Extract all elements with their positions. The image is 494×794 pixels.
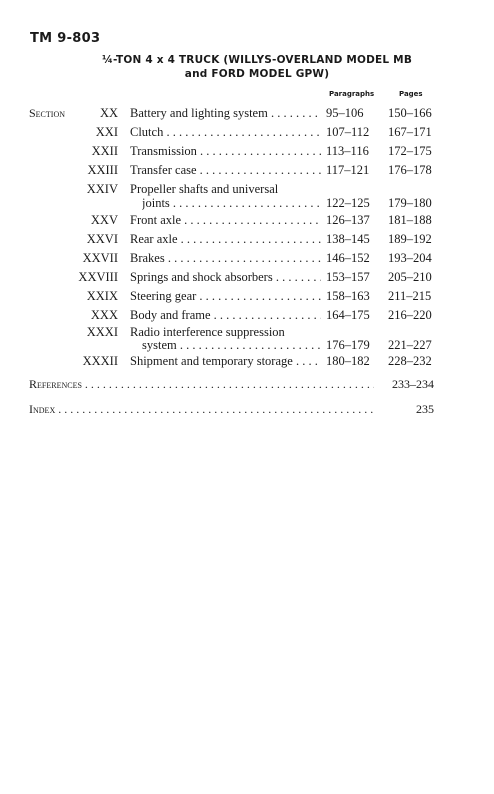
section-number: XXXI: [86, 325, 118, 339]
paragraphs-range: 117–121: [326, 163, 370, 177]
section-number: XXI: [95, 125, 118, 139]
pages-range: 167–171: [388, 125, 432, 139]
pages-range: 193–204: [388, 251, 432, 265]
section-number: XXVII: [82, 251, 118, 265]
paragraphs-range: 164–175: [326, 308, 370, 322]
section-title: Clutch . . .: [130, 124, 321, 140]
toc-entry: [0, 231, 494, 247]
back-matter-entry: [0, 376, 494, 392]
document-title-line-1: ¼-TON 4 x 4 TRUCK (WILLYS-OVERLAND MODEL MB: [101, 54, 413, 66]
paragraphs-range: 122–125: [326, 196, 370, 210]
paragraphs-range: 138–145: [326, 232, 370, 246]
toc-entry: [0, 124, 494, 140]
section-title-continuation: system . . .: [142, 337, 321, 353]
section-number: XXVIII: [78, 270, 118, 284]
section-title: Propeller shafts and universal: [130, 182, 279, 196]
toc-entry: [0, 212, 494, 228]
paragraphs-range: 126–137: [326, 213, 370, 227]
section-title: Transfer case . . .: [130, 162, 321, 178]
section-number: XX: [99, 106, 118, 120]
section-title: Front axle . . .: [130, 212, 321, 228]
section-number: XXII: [91, 144, 118, 158]
toc-entry: [0, 288, 494, 304]
pages-range: 205–210: [388, 270, 432, 284]
toc-entry: [0, 269, 494, 285]
pages-range: 189–192: [388, 232, 432, 246]
section-title: Steering gear . . .: [130, 288, 321, 304]
toc-entry-continuation: [0, 337, 494, 353]
back-matter-pages: 235: [416, 402, 434, 416]
pages-range: 181–188: [388, 213, 432, 227]
pages-range: 172–175: [388, 144, 432, 158]
back-matter-label: References . . .: [29, 376, 374, 392]
section-title-continuation: joints . . .: [142, 195, 321, 211]
pages-column-header: Pages: [399, 90, 423, 98]
section-label: Section: [29, 106, 66, 120]
back-matter-pages: 233–234: [392, 377, 434, 391]
paragraphs-range: 146–152: [326, 251, 370, 265]
section-title: Shipment and temporary storage . . .: [130, 353, 321, 369]
section-number: XXX: [90, 308, 118, 322]
toc-entry: [0, 353, 494, 369]
section-title: Brakes . . .: [130, 250, 321, 266]
section-number: XXIII: [87, 163, 118, 177]
document-title-line-2: and FORD MODEL GPW): [184, 68, 330, 80]
section-number: XXIV: [86, 182, 118, 196]
tm-number: TM 9-803: [30, 31, 101, 46]
section-number: XXIX: [86, 289, 118, 303]
paragraphs-range: 113–116: [326, 144, 369, 158]
back-matter-label: Index . . .: [29, 401, 374, 417]
pages-range: 150–166: [388, 106, 432, 120]
section-title: Battery and lighting system . . .: [130, 105, 321, 121]
section-number: XXVI: [86, 232, 118, 246]
toc-entry: [0, 162, 494, 178]
paragraphs-range: 180–182: [326, 354, 370, 368]
toc-entry: [0, 250, 494, 266]
pages-range: 179–180: [388, 196, 432, 210]
pages-range: 228–232: [388, 354, 432, 368]
section-number: XXXII: [82, 354, 118, 368]
section-title: Radio interference suppression: [130, 325, 285, 339]
paragraphs-column-header: Paragraphs: [329, 90, 375, 98]
section-number: XXV: [90, 213, 118, 227]
section-title: Transmission . . .: [130, 143, 321, 159]
paragraphs-range: 95–106: [326, 106, 364, 120]
pages-range: 176–178: [388, 163, 432, 177]
pages-range: 216–220: [388, 308, 432, 322]
section-title: Body and frame . . .: [130, 307, 321, 323]
toc-entry: [0, 307, 494, 323]
paragraphs-range: 107–112: [326, 125, 370, 139]
back-matter-entry: [0, 401, 494, 417]
section-title: Springs and shock absorbers . . .: [130, 269, 321, 285]
paragraphs-range: 158–163: [326, 289, 370, 303]
paragraphs-range: 153–157: [326, 270, 370, 284]
pages-range: 211–215: [388, 289, 432, 303]
toc-entry-continuation: [0, 195, 494, 211]
pages-range: 221–227: [388, 338, 432, 352]
toc-entry: [0, 143, 494, 159]
section-title: Rear axle . . .: [130, 231, 321, 247]
toc-entry: [0, 105, 494, 121]
paragraphs-range: 176–179: [326, 338, 370, 352]
